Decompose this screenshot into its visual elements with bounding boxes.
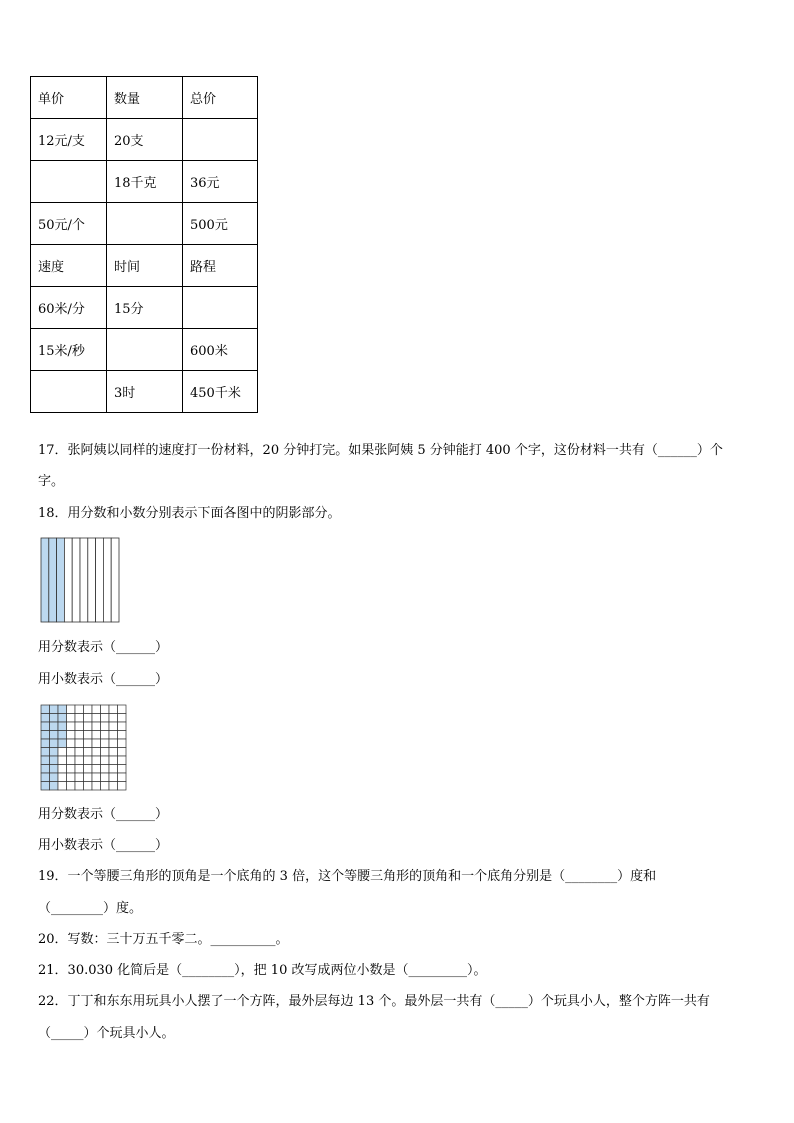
grid-cell xyxy=(75,731,84,740)
grid-cell xyxy=(75,722,84,731)
q19-line2: （________）度。 xyxy=(38,901,143,916)
q19-line1: 19．一个等腰三角形的顶角是一个底角的 3 倍，这个等腰三角形的顶角和一个底角分别是（________）度和 xyxy=(38,869,657,884)
grid-cell xyxy=(109,731,118,740)
shaded-cell xyxy=(50,748,59,757)
grid-cell xyxy=(84,773,93,782)
shaded-cell xyxy=(50,705,59,714)
grid-cell xyxy=(67,714,76,723)
table-row xyxy=(31,287,258,329)
grid-cell xyxy=(92,748,101,757)
table-cell xyxy=(183,119,258,161)
grid-cell xyxy=(101,731,110,740)
table-row xyxy=(31,329,258,371)
shaded-cell xyxy=(58,705,67,714)
q20-text: 20．写数：三十万五千零二。__________。 xyxy=(38,932,289,947)
grid-cell xyxy=(101,773,110,782)
table-row xyxy=(31,371,258,413)
q21-text: 21．30.030 化简后是（________），把 10 改写成两位小数是（_________）。 xyxy=(38,963,487,978)
grid-cell xyxy=(84,782,93,791)
grid-cell xyxy=(109,705,118,714)
grid-cell xyxy=(109,714,118,723)
table-row xyxy=(31,77,258,119)
table-cell xyxy=(31,161,107,203)
grid-cell xyxy=(101,756,110,765)
shaded-cell xyxy=(58,739,67,748)
grid-cell xyxy=(84,705,93,714)
grid-cell xyxy=(92,722,101,731)
grid-cell xyxy=(109,782,118,791)
grid-cell xyxy=(101,705,110,714)
grid-cell xyxy=(67,773,76,782)
table-cell: 15米/秒 xyxy=(31,329,107,371)
strip xyxy=(96,538,104,622)
shaded-cell xyxy=(41,773,50,782)
grid-cell xyxy=(75,739,84,748)
shaded-cell xyxy=(50,782,59,791)
grid-cell xyxy=(58,756,67,765)
grid-cell xyxy=(58,773,67,782)
grid-cell xyxy=(92,773,101,782)
shaded-cell xyxy=(50,739,59,748)
grid-cell xyxy=(84,765,93,774)
q22-line2: （_____）个玩具小人。 xyxy=(38,1026,175,1041)
grid-cell xyxy=(118,722,127,731)
shaded-cell xyxy=(58,731,67,740)
grid-cell xyxy=(118,748,127,757)
grid-cell xyxy=(101,722,110,731)
grid-cell xyxy=(84,722,93,731)
table-cell: 500元 xyxy=(183,203,258,245)
grid-cell xyxy=(101,739,110,748)
grid-cell xyxy=(67,765,76,774)
grid-cell xyxy=(92,705,101,714)
grid-cell xyxy=(67,731,76,740)
grid-cell xyxy=(92,731,101,740)
grid-cell xyxy=(109,756,118,765)
grid-cell xyxy=(109,722,118,731)
table-cell: 15分 xyxy=(107,287,183,329)
grid-cell xyxy=(101,765,110,774)
shaded-cell xyxy=(41,722,50,731)
shaded-cell xyxy=(41,782,50,791)
grid-cell xyxy=(75,756,84,765)
strip xyxy=(103,538,111,622)
grid-cell xyxy=(58,765,67,774)
grid-cell xyxy=(92,765,101,774)
shaded-cell xyxy=(50,714,59,723)
grid-cell xyxy=(92,756,101,765)
grid-cell xyxy=(92,714,101,723)
table-cell: 单价 xyxy=(31,77,107,119)
grid-cell xyxy=(75,773,84,782)
shaded-cell xyxy=(58,722,67,731)
grid-cell xyxy=(118,731,127,740)
price-speed-table xyxy=(30,76,258,413)
shaded-cell xyxy=(58,714,67,723)
q18-fig2-fraction-prompt: 用分数表示（______） xyxy=(38,807,169,822)
table-cell: 3时 xyxy=(107,371,183,413)
shaded-cell xyxy=(50,722,59,731)
q18-figure-grid xyxy=(40,704,127,791)
table-cell: 时间 xyxy=(107,245,183,287)
table-cell: 总价 xyxy=(183,77,258,119)
table-cell: 18千克 xyxy=(107,161,183,203)
q18-figure-strips xyxy=(40,537,120,623)
table-cell: 450千米 xyxy=(183,371,258,413)
grid-cell xyxy=(118,714,127,723)
table-cell: 60米/分 xyxy=(31,287,107,329)
shaded-cell xyxy=(50,756,59,765)
q22-line1: 22．丁丁和东东用玩具小人摆了一个方阵，最外层每边 13 个。最外层一共有（_____）个玩具小人，整个方阵一共有 xyxy=(38,994,710,1009)
table-cell: 路程 xyxy=(183,245,258,287)
grid-cell xyxy=(84,748,93,757)
grid-cell xyxy=(58,782,67,791)
grid-cell xyxy=(67,748,76,757)
shaded-cell xyxy=(41,756,50,765)
strip xyxy=(80,538,88,622)
grid-cell xyxy=(84,756,93,765)
shaded-cell xyxy=(41,748,50,757)
shaded-cell xyxy=(41,705,50,714)
grid-cell xyxy=(75,765,84,774)
grid-cell xyxy=(75,714,84,723)
table-cell xyxy=(183,287,258,329)
grid-cell xyxy=(67,722,76,731)
table-row xyxy=(31,245,258,287)
q18-fig1-decimal-prompt: 用小数表示（______） xyxy=(38,672,169,687)
table-cell: 20支 xyxy=(107,119,183,161)
grid-cell xyxy=(84,731,93,740)
table-cell: 50元/个 xyxy=(31,203,107,245)
grid-cell xyxy=(84,714,93,723)
grid-cell xyxy=(75,748,84,757)
q18-fig2-decimal-prompt: 用小数表示（______） xyxy=(38,838,169,853)
q17-line2: 字。 xyxy=(38,474,65,489)
shaded-cell xyxy=(41,714,50,723)
q17-line1: 17．张阿姨以同样的速度打一份材料，20 分钟打完。如果张阿姨 5 分钟能打 400 个字，这份材料一共有（______）个 xyxy=(38,443,723,458)
grid-cell xyxy=(67,739,76,748)
shaded-cell xyxy=(41,765,50,774)
grid-cell xyxy=(67,782,76,791)
shaded-cell xyxy=(41,739,50,748)
strip xyxy=(88,538,96,622)
shaded-cell xyxy=(50,773,59,782)
grid-cell xyxy=(75,782,84,791)
grid-cell xyxy=(109,773,118,782)
grid-cell xyxy=(67,705,76,714)
strip xyxy=(111,538,119,622)
shaded-cell xyxy=(50,765,59,774)
grid-cell xyxy=(118,756,127,765)
q18-fig1-fraction-prompt: 用分数表示（______） xyxy=(38,640,169,655)
grid-cell xyxy=(92,739,101,748)
grid-cell xyxy=(118,773,127,782)
grid-cell xyxy=(109,739,118,748)
grid-cell xyxy=(118,705,127,714)
table-row xyxy=(31,203,258,245)
shaded-cell xyxy=(50,731,59,740)
grid-cell xyxy=(118,739,127,748)
grid-cell xyxy=(101,714,110,723)
shaded-strip xyxy=(49,538,57,622)
grid-cell xyxy=(118,782,127,791)
grid-cell xyxy=(101,748,110,757)
grid-cell xyxy=(92,782,101,791)
strip xyxy=(64,538,72,622)
table-cell: 12元/支 xyxy=(31,119,107,161)
grid-cell xyxy=(118,765,127,774)
grid-cell xyxy=(109,748,118,757)
table-cell xyxy=(31,371,107,413)
grid-cell xyxy=(101,782,110,791)
table-row xyxy=(31,161,258,203)
table-cell: 36元 xyxy=(183,161,258,203)
table-cell xyxy=(107,329,183,371)
grid-cell xyxy=(109,765,118,774)
q18-title: 18．用分数和小数分别表示下面各图中的阴影部分。 xyxy=(38,506,341,521)
table-cell: 数量 xyxy=(107,77,183,119)
table-cell: 600米 xyxy=(183,329,258,371)
table-row xyxy=(31,119,258,161)
shaded-strip xyxy=(57,538,65,622)
grid-cell xyxy=(84,739,93,748)
grid-cell xyxy=(58,748,67,757)
shaded-strip xyxy=(41,538,49,622)
table-cell: 速度 xyxy=(31,245,107,287)
grid-cell xyxy=(75,705,84,714)
shaded-cell xyxy=(41,731,50,740)
strip xyxy=(72,538,80,622)
table-cell xyxy=(107,203,183,245)
grid-cell xyxy=(67,756,76,765)
